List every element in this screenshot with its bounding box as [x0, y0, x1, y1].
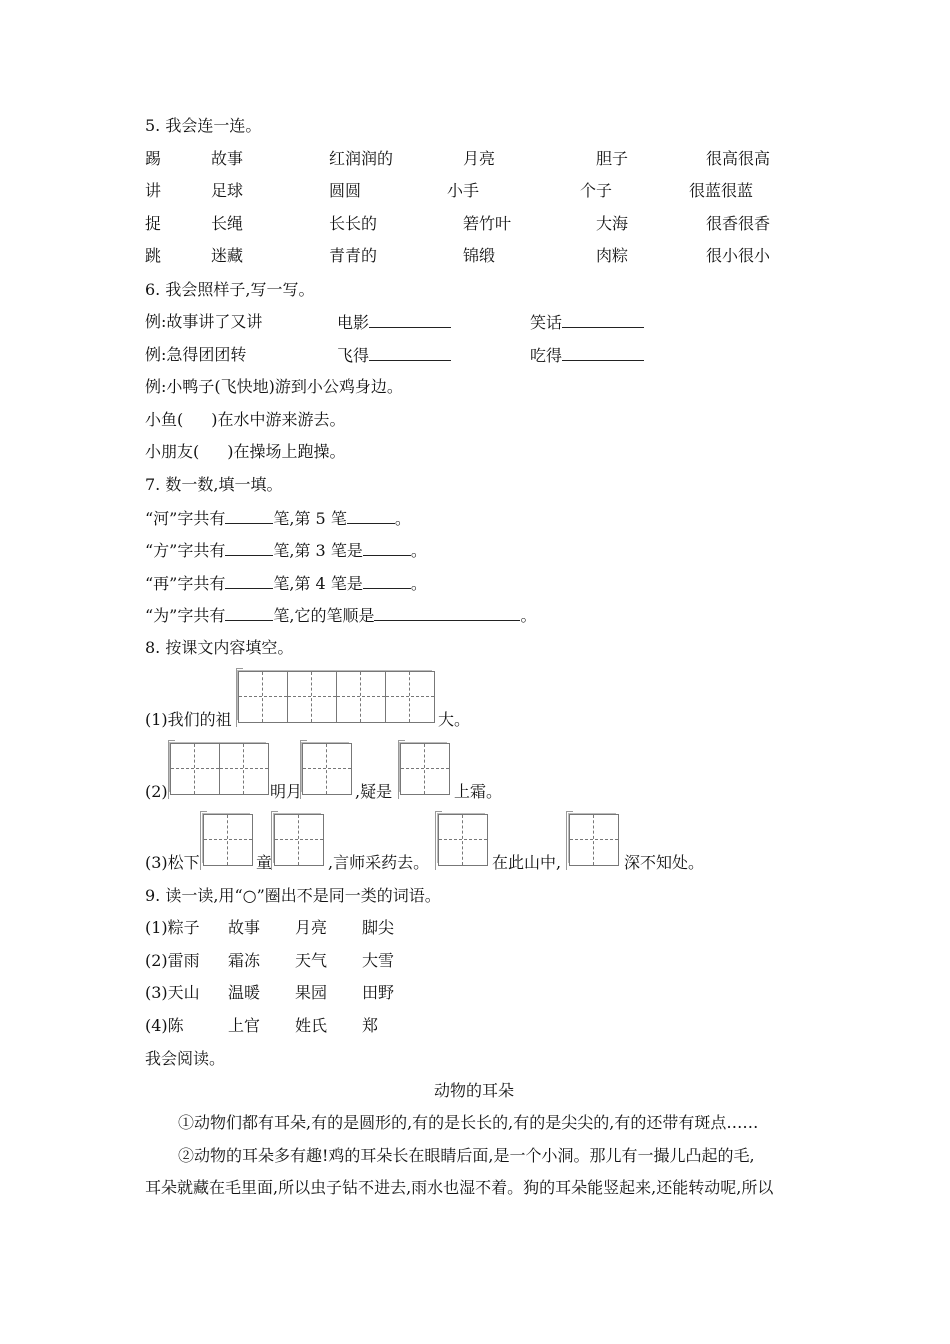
tianzige-grid[interactable] — [438, 814, 488, 866]
q8-line-3-b: ,言师采药去。 — [328, 853, 430, 872]
q5-cell: 迷藏 — [211, 246, 244, 265]
q5-cell: 个子 — [580, 181, 613, 200]
q9-word[interactable]: 上官 — [228, 1016, 261, 1035]
q7-line — [145, 573, 427, 594]
sentence-text: )在操场上跑操。 — [227, 442, 346, 461]
q9-word[interactable]: 霜冻 — [228, 951, 261, 970]
q5-cell: 很香很香 — [706, 214, 771, 233]
reading-paragraph-2-line-2: 耳朵就藏在毛里面,所以虫子钻不进去,雨水也湿不着。狗的耳朵能竖起来,还能转动呢,所以 — [145, 1178, 774, 1197]
q9-word[interactable]: 姓氏 — [295, 1016, 328, 1035]
tianzige-grid[interactable] — [569, 814, 619, 866]
q8-line-2-mid2: ,疑是 — [355, 782, 393, 801]
tianzige-cell[interactable] — [401, 744, 449, 794]
q8-line-2-suffix: 上霜。 — [454, 782, 503, 801]
q6-fill-item — [337, 312, 451, 333]
q5-cell: 跳 — [145, 246, 162, 265]
q6-fill-label: 电影 — [337, 313, 370, 332]
q7-text: “方”字共有 — [145, 541, 226, 560]
answer-blank[interactable] — [363, 573, 411, 589]
tianzige-cell[interactable] — [204, 815, 252, 865]
answer-blank[interactable] — [225, 605, 273, 621]
q6-fill-label: 吃得 — [530, 346, 563, 365]
q8-line-3-d: 深不知处。 — [624, 853, 705, 872]
tianzige-grid[interactable] — [400, 743, 450, 795]
q8-title: 8. 按课文内容填空。 — [145, 638, 294, 657]
q5-cell: 足球 — [211, 181, 244, 200]
q5-cell: 故事 — [211, 149, 244, 168]
q8-line-3-c: 在此山中, — [492, 853, 562, 872]
q7-title: 7. 数一数,填一填。 — [145, 475, 283, 494]
reading-paragraph-2-line-1: ②动物的耳朵多有趣!鸡的耳朵长在眼睛后面,是一个小洞。那儿有一撮儿凸起的毛, — [178, 1146, 755, 1165]
q7-line — [145, 540, 427, 561]
q9-word[interactable]: 故事 — [228, 918, 261, 937]
q8-line-2-prefix: (2) — [145, 782, 168, 801]
tianzige-grid[interactable] — [203, 814, 253, 866]
answer-blank[interactable] — [562, 345, 644, 361]
sentence-text: )在水中游来游去。 — [211, 410, 346, 429]
reading-title: 动物的耳朵 — [434, 1081, 515, 1100]
q6-fill-item — [337, 345, 451, 366]
q8-line-1-suffix: 大。 — [438, 710, 471, 729]
q9-word: (1)粽子 — [145, 918, 200, 937]
tianzige-cell[interactable] — [287, 672, 336, 722]
answer-blank[interactable] — [225, 573, 273, 589]
q5-cell: 长长的 — [329, 214, 378, 233]
q5-cell: 圆圆 — [329, 181, 362, 200]
sentence-text: 小鱼( — [145, 410, 184, 429]
tianzige-cell[interactable] — [275, 815, 323, 865]
q7-text: 。 — [410, 541, 427, 560]
tianzige-cell[interactable] — [570, 815, 618, 865]
tianzige-cell[interactable] — [219, 744, 268, 794]
tianzige-cell[interactable] — [239, 672, 287, 722]
answer-blank[interactable] — [562, 312, 644, 328]
q6-fill-label: 笑话 — [530, 313, 563, 332]
q5-cell: 月亮 — [463, 149, 496, 168]
q5-cell: 很蓝很蓝 — [689, 181, 754, 200]
q6-title: 6. 我会照样子,写一写。 — [145, 280, 315, 299]
q9-word[interactable]: 郑 — [362, 1016, 379, 1035]
q7-text: 。 — [520, 606, 537, 625]
answer-blank[interactable] — [225, 508, 273, 524]
reading-heading: 我会阅读。 — [145, 1049, 226, 1068]
q9-word[interactable]: 温暖 — [228, 983, 261, 1002]
q6-example-1: 例:故事讲了又讲 — [145, 312, 263, 331]
q9-word[interactable]: 大雪 — [362, 951, 395, 970]
q7-text: 。 — [410, 574, 427, 593]
tianzige-cell[interactable] — [303, 744, 351, 794]
tianzige-cell[interactable] — [439, 815, 487, 865]
q9-word: (3)天山 — [145, 983, 200, 1002]
q7-line — [145, 605, 536, 626]
q8-line-3-a: 童 — [256, 853, 273, 872]
answer-blank[interactable] — [374, 605, 520, 621]
tianzige-grid[interactable] — [274, 814, 324, 866]
q7-text: 笔,第 4 笔是 — [273, 574, 363, 593]
q9-word[interactable]: 月亮 — [295, 918, 328, 937]
tianzige-grid[interactable] — [302, 743, 352, 795]
q5-cell: 肉粽 — [596, 246, 629, 265]
q7-text: “再”字共有 — [145, 574, 226, 593]
answer-blank[interactable] — [363, 540, 411, 556]
q7-text: 。 — [394, 509, 411, 528]
q9-word[interactable]: 脚尖 — [362, 918, 395, 937]
q5-title: 5. 我会连一连。 — [145, 116, 262, 135]
q9-word: (2)雷雨 — [145, 951, 200, 970]
answer-blank[interactable] — [225, 540, 273, 556]
q7-text: “为”字共有 — [145, 606, 226, 625]
answer-blank[interactable] — [369, 312, 451, 328]
q7-line — [145, 508, 411, 529]
q5-cell: 讲 — [145, 181, 162, 200]
q7-text: 笔,第 5 笔 — [273, 509, 347, 528]
q6-example-3: 例:小鸭子(飞快地)游到小公鸡身边。 — [145, 377, 403, 396]
q5-cell: 很高很高 — [706, 149, 771, 168]
tianzige-cell[interactable] — [336, 672, 385, 722]
q5-cell: 长绳 — [211, 214, 244, 233]
q9-word[interactable]: 果园 — [295, 983, 328, 1002]
q6-fill-label: 飞得 — [337, 346, 370, 365]
q7-text: 笔,第 3 笔是 — [273, 541, 363, 560]
q8-line-3-prefix: (3)松下 — [145, 853, 200, 872]
q8-line-1-prefix: (1)我们的祖 — [145, 710, 232, 729]
q5-cell: 很小很小 — [706, 246, 771, 265]
tianzige-cell[interactable] — [171, 744, 219, 794]
reading-paragraph-1: ①动物们都有耳朵,有的是圆形的,有的是长长的,有的是尖尖的,有的还带有斑点…… — [178, 1113, 759, 1132]
q9-word[interactable]: 田野 — [362, 983, 395, 1002]
q6-fill-item — [530, 345, 644, 366]
q6-sentence-2 — [145, 442, 346, 462]
q9-title: 9. 读一读,用“○”圈出不是同一类的词语。 — [145, 886, 441, 905]
q5-cell: 青青的 — [329, 246, 378, 265]
tianzige-cell[interactable] — [385, 672, 434, 722]
answer-blank[interactable] — [347, 508, 395, 524]
q5-cell: 胆子 — [596, 149, 629, 168]
q5-cell: 小手 — [447, 181, 480, 200]
q6-example-2: 例:急得团团转 — [145, 345, 247, 364]
q7-text: “河”字共有 — [145, 509, 226, 528]
q9-word[interactable]: 天气 — [295, 951, 328, 970]
q8-line-2-mid: 明月 — [270, 782, 303, 801]
q5-cell: 锦缎 — [463, 246, 496, 265]
q5-cell: 箬竹叶 — [463, 214, 512, 233]
tianzige-grid[interactable] — [170, 743, 269, 795]
q5-cell: 踢 — [145, 149, 162, 168]
q5-cell: 大海 — [596, 214, 629, 233]
sentence-text: 小朋友( — [145, 442, 200, 461]
q7-text: 笔,它的笔顺是 — [273, 606, 375, 625]
q6-fill-item — [530, 312, 644, 333]
q5-cell: 捉 — [145, 214, 162, 233]
q6-sentence-1 — [145, 410, 346, 430]
q5-cell: 红润润的 — [329, 149, 394, 168]
answer-blank[interactable] — [369, 345, 451, 361]
tianzige-grid[interactable] — [238, 671, 435, 723]
q9-word: (4)陈 — [145, 1016, 184, 1035]
